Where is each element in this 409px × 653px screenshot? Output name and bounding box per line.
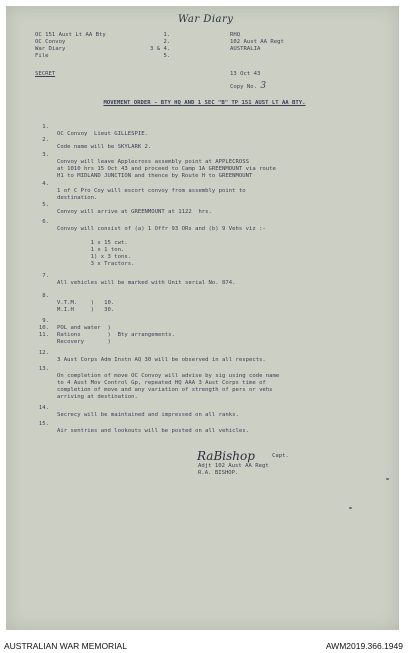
copy-number-value: 3 [260,81,267,91]
copy-label: Copy No. [230,84,257,90]
footer-institution: AUSTRALIAN WAR MEMORIAL [4,641,127,651]
paragraph-number: 9. 10. 11. [38,318,49,338]
paragraph-text: 3 Aust Corps Adm Instn AQ 30 will be observed in all respects. [57,357,266,363]
paper-mark [349,507,352,509]
paragraph-number: 15. [38,421,49,427]
paragraph-text: OC Convoy Lieut GILLESPIE. [57,131,148,137]
paragraph-text: Air sentries and lookouts will be posted on all vehicles. [57,428,249,434]
paragraph-number: 14. [38,405,49,411]
paragraph-text: On completion of move OC Convoy will advise by sig using code name to 4 Aust Mov Control Gp, repeated HQ AAA 3 Aust Corps time of completion of move and any variation of strength of pers or vehs arriving at destination. [57,373,280,400]
paragraph-number: 13. [38,366,49,372]
paragraph-text: POL and water ) Rations ) Bty arrangements. Recovery ) [57,325,175,345]
handwritten-signature: RaBishop [197,449,255,463]
footer-accession-number: AWM2019.366.1949 [325,641,403,651]
paragraph-number: 3. [42,152,49,158]
handwritten-heading: War Diary [178,14,234,25]
distribution-list: OC 151 Aust Lt AA Bty OC Convoy War Diary File [35,32,106,59]
paragraph-number: 12. [38,350,49,356]
paragraph-text: All vehicles will be marked with Unit serial No. 874. [57,280,236,286]
paragraph-text: Convoy will leave Applecross assembly point at APPLECROSS at 1010 hrs 15 Oct 43 and proceed to Camp 1A GREENMOUNT via route H1 to MIDLAND JUNCTION and thence by Route H to GREENMOUNT [57,159,276,179]
paragraph-text: 1 of C Pro Coy will escort convoy from assembly point to destination. [57,188,246,201]
copy-number [230,83,266,91]
paragraph-number: 2. [42,137,49,143]
order-date: 13 Oct 43 [230,71,261,77]
paper-mark [386,478,389,480]
issuing-unit: RHQ 102 Aust AA Regt AUSTRALIA [230,32,284,52]
paragraph-number: 1. [42,124,49,130]
document-title: MOVEMENT ORDER - BTY HQ AND 1 SEC "B" TP 151 AUST LT AA BTY. [103,100,306,106]
paragraph-text: Code name will be SKYLARK 2. [57,144,152,150]
paragraph-number: 6. [42,219,49,225]
paragraph-number: 7. [42,273,49,279]
signature-block: Adjt 102 Aust AA Regt R.A. BISHOP. [198,463,269,476]
paragraph-8 [35,286,115,313]
paragraph-text: Convoy will consist of (a) 1 Offr 93 ORs and (b) 9 Vehs viz :- 1 x 15 cwt. 1 x 1 ton. 1) x 3 tons. 3 x Tractors. [57,226,266,267]
paragraph-number: 8. [42,293,49,299]
paragraph-text: Convoy will arrive at GREENMOUNT at 1122 hrs. [57,209,212,215]
paragraph-number: 4. [42,181,49,187]
paragraph-7 [35,266,236,287]
signatory-rank: Capt. [272,453,289,459]
paragraph-number: 5. [42,202,49,208]
paragraph-4 [35,174,246,201]
paragraph-9-11 [35,311,175,345]
paragraph-text: V.T.M. ) 10. M.I.H ) 30. [57,300,115,313]
paragraph-text: Secrecy will be maintained and impressed on all ranks. [57,412,239,418]
distribution-copy-numbers: 1. 2. 3 & 4. 5. [150,32,171,59]
classification-marking: SECRET [35,71,56,77]
